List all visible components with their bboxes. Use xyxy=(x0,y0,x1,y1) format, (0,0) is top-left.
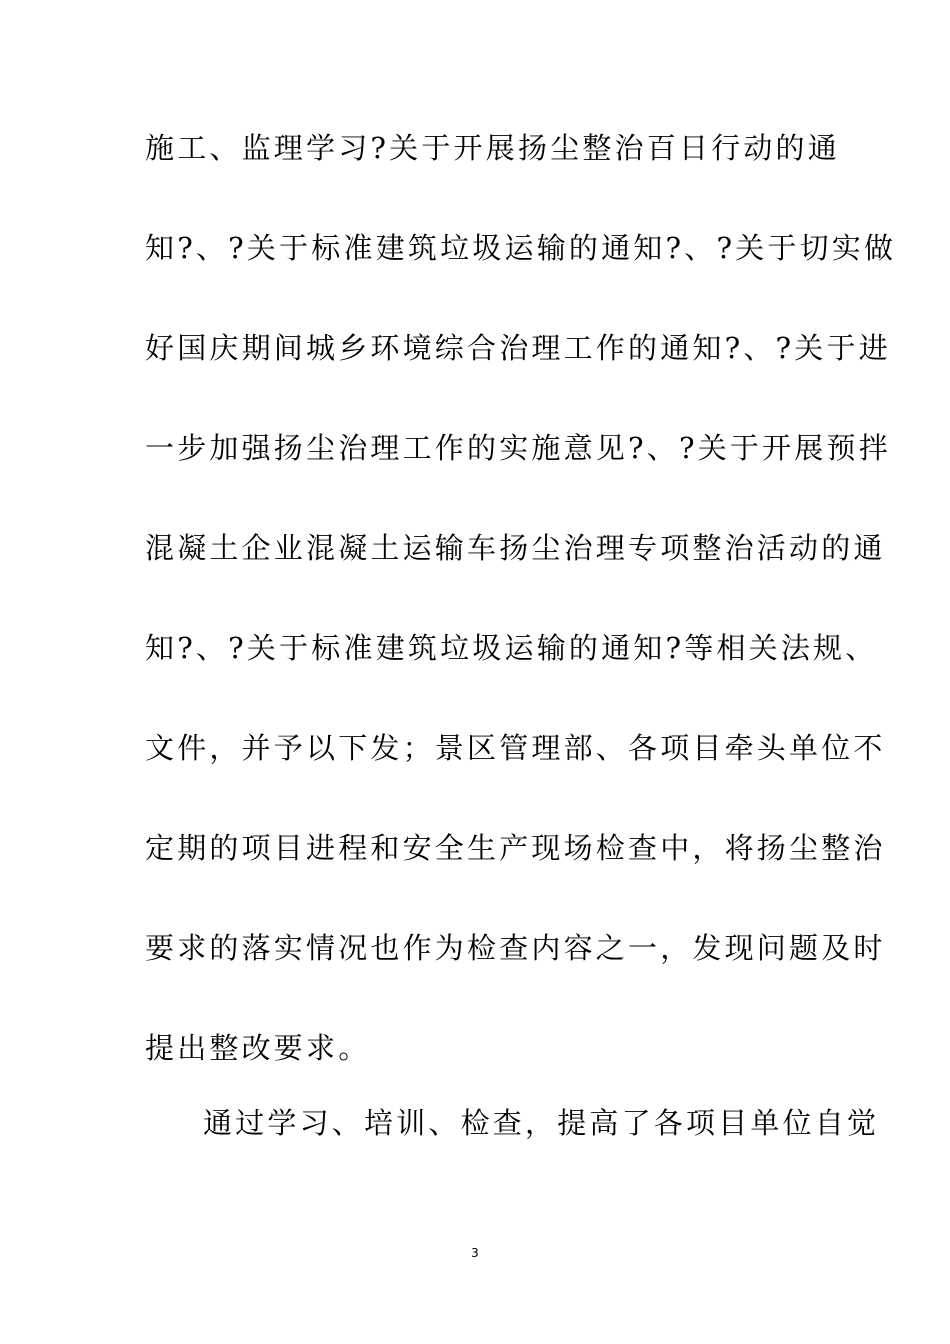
body-text-line-3: 好国庆期间城乡环境综合治理工作的通知?、?关于进 xyxy=(145,331,891,365)
paragraph-first-line: 通过学习、培训、检查，提高了各项目单位自觉 xyxy=(203,1106,880,1140)
body-text-line-10: 提出整改要求。 xyxy=(145,1031,371,1065)
body-text-line-5: 混凝土企业混凝土运输车扬尘治理专项整治活动的通 xyxy=(145,531,886,565)
page-number: 3 xyxy=(471,1246,479,1260)
body-text-line-6: 知?、?关于标准建筑垃圾运输的通知?等相关法规、 xyxy=(145,631,878,665)
body-text-line-2: 知?、?关于标准建筑垃圾运输的通知?、?关于切实做 xyxy=(145,231,897,265)
body-text-line-4: 一步加强扬尘治理工作的实施意见?、?关于开展预拌 xyxy=(145,431,891,465)
body-text-line-7: 文件，并予以下发；景区管理部、各项目牵头单位不 xyxy=(145,731,886,765)
body-text-line-9: 要求的落实情况也作为检查内容之一，发现问题及时 xyxy=(145,931,886,965)
body-text-line-8: 定期的项目进程和安全生产现场检查中，将扬尘整治 xyxy=(145,831,886,865)
body-text-line-1: 施工、监理学习?关于开展扬尘整治百日行动的通 xyxy=(145,131,840,165)
